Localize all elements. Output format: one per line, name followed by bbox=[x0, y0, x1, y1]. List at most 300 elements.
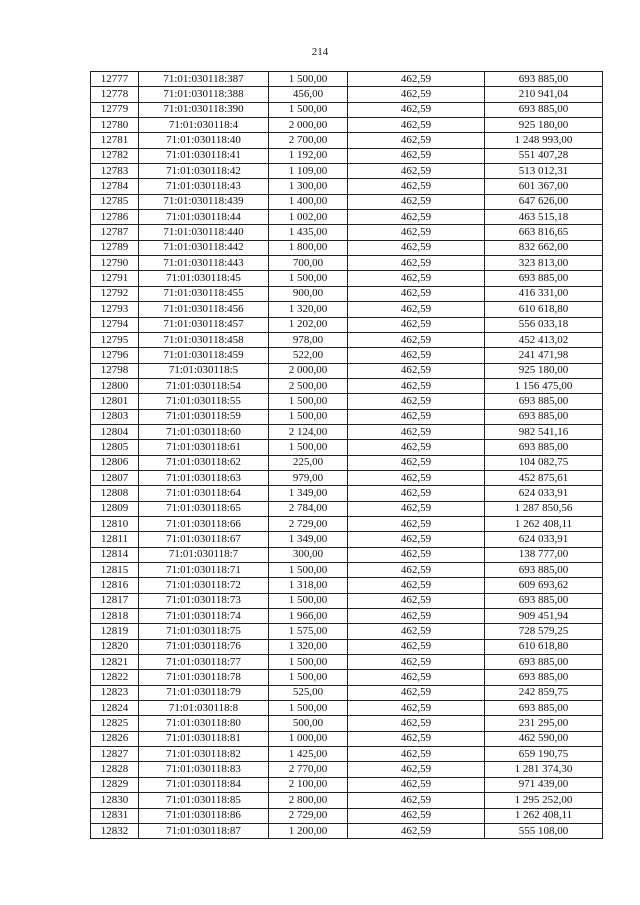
table-row bbox=[91, 808, 603, 823]
area-cell: 1 575,00 bbox=[269, 624, 348, 639]
area-cell: 2 000,00 bbox=[269, 118, 348, 133]
area-cell: 1 500,00 bbox=[269, 102, 348, 117]
unit-value-cell: 462,59 bbox=[348, 72, 485, 87]
table-row bbox=[91, 516, 603, 531]
unit-value-cell: 462,59 bbox=[348, 179, 485, 194]
table-row bbox=[91, 563, 603, 578]
cadastral-value-cell: 1 262 408,11 bbox=[485, 516, 603, 531]
row-number-cell: 12783 bbox=[91, 164, 139, 179]
row-number-cell: 12779 bbox=[91, 102, 139, 117]
cadastral-value-cell: 610 618,80 bbox=[485, 639, 603, 654]
cadastral-number-cell: 71:01:030118:8 bbox=[139, 701, 269, 716]
area-cell: 900,00 bbox=[269, 286, 348, 301]
area-cell: 1 500,00 bbox=[269, 440, 348, 455]
cadastral-value-cell: 231 295,00 bbox=[485, 716, 603, 731]
unit-value-cell: 462,59 bbox=[348, 286, 485, 301]
cadastral-value-cell: 693 885,00 bbox=[485, 271, 603, 286]
unit-value-cell: 462,59 bbox=[348, 87, 485, 102]
cadastral-value-cell: 728 579,25 bbox=[485, 624, 603, 639]
area-cell: 2 000,00 bbox=[269, 363, 348, 378]
row-number-cell: 12791 bbox=[91, 271, 139, 286]
table-row bbox=[91, 762, 603, 777]
table-row bbox=[91, 164, 603, 179]
cadastral-number-cell: 71:01:030118:62 bbox=[139, 455, 269, 470]
row-number-cell: 12810 bbox=[91, 516, 139, 531]
row-number-cell: 12777 bbox=[91, 72, 139, 87]
cadastral-value-cell: 693 885,00 bbox=[485, 701, 603, 716]
area-cell: 1 500,00 bbox=[269, 409, 348, 424]
row-number-cell: 12805 bbox=[91, 440, 139, 455]
cadastral-value-cell: 1 156 475,00 bbox=[485, 378, 603, 393]
table-row bbox=[91, 332, 603, 347]
area-cell: 1 349,00 bbox=[269, 532, 348, 547]
row-number-cell: 12795 bbox=[91, 332, 139, 347]
area-cell: 1 500,00 bbox=[269, 563, 348, 578]
row-number-cell: 12785 bbox=[91, 194, 139, 209]
row-number-cell: 12787 bbox=[91, 225, 139, 240]
unit-value-cell: 462,59 bbox=[348, 747, 485, 762]
cadastral-number-cell: 71:01:030118:64 bbox=[139, 486, 269, 501]
table-row bbox=[91, 72, 603, 87]
area-cell: 2 784,00 bbox=[269, 501, 348, 516]
table-row bbox=[91, 440, 603, 455]
area-cell: 1 500,00 bbox=[269, 701, 348, 716]
row-number-cell: 12807 bbox=[91, 470, 139, 485]
unit-value-cell: 462,59 bbox=[348, 624, 485, 639]
table-row bbox=[91, 256, 603, 271]
area-cell: 1 500,00 bbox=[269, 271, 348, 286]
cadastral-number-cell: 71:01:030118:82 bbox=[139, 747, 269, 762]
row-number-cell: 12828 bbox=[91, 762, 139, 777]
area-cell: 2 124,00 bbox=[269, 424, 348, 439]
cadastral-value-cell: 1 248 993,00 bbox=[485, 133, 603, 148]
row-number-cell: 12830 bbox=[91, 793, 139, 808]
unit-value-cell: 462,59 bbox=[348, 394, 485, 409]
cadastral-number-cell: 71:01:030118:67 bbox=[139, 532, 269, 547]
cadastral-value-cell: 1 262 408,11 bbox=[485, 808, 603, 823]
cadastral-number-cell: 71:01:030118:41 bbox=[139, 148, 269, 163]
table-row bbox=[91, 670, 603, 685]
table-row bbox=[91, 225, 603, 240]
area-cell: 500,00 bbox=[269, 716, 348, 731]
unit-value-cell: 462,59 bbox=[348, 716, 485, 731]
cadastral-number-cell: 71:01:030118:459 bbox=[139, 348, 269, 363]
table-row bbox=[91, 317, 603, 332]
table-body bbox=[91, 72, 603, 839]
cadastral-value-cell: 693 885,00 bbox=[485, 409, 603, 424]
row-number-cell: 12794 bbox=[91, 317, 139, 332]
table-row bbox=[91, 624, 603, 639]
area-cell: 1 300,00 bbox=[269, 179, 348, 194]
cadastral-value-cell: 925 180,00 bbox=[485, 363, 603, 378]
unit-value-cell: 462,59 bbox=[348, 348, 485, 363]
cadastral-value-cell: 556 033,18 bbox=[485, 317, 603, 332]
cadastral-number-cell: 71:01:030118:87 bbox=[139, 823, 269, 838]
cadastral-number-cell: 71:01:030118:73 bbox=[139, 593, 269, 608]
area-cell: 1 435,00 bbox=[269, 225, 348, 240]
area-cell: 1 349,00 bbox=[269, 486, 348, 501]
row-number-cell: 12803 bbox=[91, 409, 139, 424]
row-number-cell: 12811 bbox=[91, 532, 139, 547]
unit-value-cell: 462,59 bbox=[348, 256, 485, 271]
cadastral-number-cell: 71:01:030118:65 bbox=[139, 501, 269, 516]
cadastral-number-cell: 71:01:030118:442 bbox=[139, 240, 269, 255]
cadastral-value-cell: 242 859,75 bbox=[485, 685, 603, 700]
unit-value-cell: 462,59 bbox=[348, 102, 485, 117]
cadastral-number-cell: 71:01:030118:71 bbox=[139, 563, 269, 578]
table-row bbox=[91, 578, 603, 593]
unit-value-cell: 462,59 bbox=[348, 133, 485, 148]
cadastral-value-cell: 659 190,75 bbox=[485, 747, 603, 762]
cadastral-number-cell: 71:01:030118:54 bbox=[139, 378, 269, 393]
cadastral-number-cell: 71:01:030118:59 bbox=[139, 409, 269, 424]
table-row bbox=[91, 409, 603, 424]
cadastral-value-cell: 693 885,00 bbox=[485, 655, 603, 670]
cadastral-value-cell: 925 180,00 bbox=[485, 118, 603, 133]
row-number-cell: 12804 bbox=[91, 424, 139, 439]
unit-value-cell: 462,59 bbox=[348, 823, 485, 838]
area-cell: 2 700,00 bbox=[269, 133, 348, 148]
area-cell: 2 729,00 bbox=[269, 808, 348, 823]
row-number-cell: 12809 bbox=[91, 501, 139, 516]
area-cell: 2 500,00 bbox=[269, 378, 348, 393]
table-row bbox=[91, 501, 603, 516]
cadastral-number-cell: 71:01:030118:79 bbox=[139, 685, 269, 700]
unit-value-cell: 462,59 bbox=[348, 808, 485, 823]
table-row bbox=[91, 486, 603, 501]
unit-value-cell: 462,59 bbox=[348, 409, 485, 424]
row-number-cell: 12819 bbox=[91, 624, 139, 639]
row-number-cell: 12817 bbox=[91, 593, 139, 608]
cadastral-value-cell: 555 108,00 bbox=[485, 823, 603, 838]
cadastral-value-cell: 1 295 252,00 bbox=[485, 793, 603, 808]
row-number-cell: 12827 bbox=[91, 747, 139, 762]
area-cell: 1 192,00 bbox=[269, 148, 348, 163]
cadastral-number-cell: 71:01:030118:457 bbox=[139, 317, 269, 332]
cadastral-value-cell: 1 287 850,56 bbox=[485, 501, 603, 516]
area-cell: 1 320,00 bbox=[269, 639, 348, 654]
cadastral-value-cell: 463 515,18 bbox=[485, 210, 603, 225]
row-number-cell: 12816 bbox=[91, 578, 139, 593]
row-number-cell: 12824 bbox=[91, 701, 139, 716]
table-row bbox=[91, 747, 603, 762]
cadastral-number-cell: 71:01:030118:76 bbox=[139, 639, 269, 654]
row-number-cell: 12806 bbox=[91, 455, 139, 470]
cadastral-value-cell: 1 281 374,30 bbox=[485, 762, 603, 777]
area-cell: 1 500,00 bbox=[269, 670, 348, 685]
area-cell: 1 500,00 bbox=[269, 72, 348, 87]
table-row bbox=[91, 271, 603, 286]
unit-value-cell: 462,59 bbox=[348, 762, 485, 777]
cadastral-value-table bbox=[90, 71, 603, 839]
unit-value-cell: 462,59 bbox=[348, 655, 485, 670]
unit-value-cell: 462,59 bbox=[348, 470, 485, 485]
area-cell: 1 002,00 bbox=[269, 210, 348, 225]
table-row bbox=[91, 593, 603, 608]
cadastral-number-cell: 71:01:030118:42 bbox=[139, 164, 269, 179]
cadastral-number-cell: 71:01:030118:86 bbox=[139, 808, 269, 823]
cadastral-number-cell: 71:01:030118:7 bbox=[139, 547, 269, 562]
unit-value-cell: 462,59 bbox=[348, 639, 485, 654]
table-row bbox=[91, 639, 603, 654]
table-row bbox=[91, 823, 603, 838]
cadastral-number-cell: 71:01:030118:83 bbox=[139, 762, 269, 777]
cadastral-number-cell: 71:01:030118:4 bbox=[139, 118, 269, 133]
cadastral-value-cell: 624 033,91 bbox=[485, 532, 603, 547]
table-row bbox=[91, 286, 603, 301]
row-number-cell: 12780 bbox=[91, 118, 139, 133]
table-row bbox=[91, 363, 603, 378]
area-cell: 2 800,00 bbox=[269, 793, 348, 808]
unit-value-cell: 462,59 bbox=[348, 164, 485, 179]
row-number-cell: 12796 bbox=[91, 348, 139, 363]
cadastral-value-cell: 647 626,00 bbox=[485, 194, 603, 209]
area-cell: 979,00 bbox=[269, 470, 348, 485]
unit-value-cell: 462,59 bbox=[348, 793, 485, 808]
unit-value-cell: 462,59 bbox=[348, 194, 485, 209]
table-row bbox=[91, 793, 603, 808]
cadastral-number-cell: 71:01:030118:456 bbox=[139, 302, 269, 317]
cadastral-value-cell: 210 941,04 bbox=[485, 87, 603, 102]
table-row bbox=[91, 87, 603, 102]
area-cell: 225,00 bbox=[269, 455, 348, 470]
unit-value-cell: 462,59 bbox=[348, 210, 485, 225]
area-cell: 1 200,00 bbox=[269, 823, 348, 838]
cadastral-value-cell: 104 082,75 bbox=[485, 455, 603, 470]
unit-value-cell: 462,59 bbox=[348, 363, 485, 378]
area-cell: 978,00 bbox=[269, 332, 348, 347]
unit-value-cell: 462,59 bbox=[348, 317, 485, 332]
cadastral-number-cell: 71:01:030118:78 bbox=[139, 670, 269, 685]
unit-value-cell: 462,59 bbox=[348, 302, 485, 317]
cadastral-number-cell: 71:01:030118:66 bbox=[139, 516, 269, 531]
row-number-cell: 12792 bbox=[91, 286, 139, 301]
row-number-cell: 12789 bbox=[91, 240, 139, 255]
cadastral-number-cell: 71:01:030118:75 bbox=[139, 624, 269, 639]
area-cell: 1 500,00 bbox=[269, 655, 348, 670]
area-cell: 522,00 bbox=[269, 348, 348, 363]
cadastral-value-cell: 693 885,00 bbox=[485, 563, 603, 578]
table-row bbox=[91, 102, 603, 117]
table-row bbox=[91, 194, 603, 209]
unit-value-cell: 462,59 bbox=[348, 547, 485, 562]
row-number-cell: 12808 bbox=[91, 486, 139, 501]
cadastral-value-cell: 693 885,00 bbox=[485, 394, 603, 409]
unit-value-cell: 462,59 bbox=[348, 593, 485, 608]
row-number-cell: 12801 bbox=[91, 394, 139, 409]
unit-value-cell: 462,59 bbox=[348, 701, 485, 716]
area-cell: 456,00 bbox=[269, 87, 348, 102]
unit-value-cell: 462,59 bbox=[348, 670, 485, 685]
row-number-cell: 12781 bbox=[91, 133, 139, 148]
area-cell: 1 400,00 bbox=[269, 194, 348, 209]
area-cell: 1 202,00 bbox=[269, 317, 348, 332]
cadastral-number-cell: 71:01:030118:63 bbox=[139, 470, 269, 485]
row-number-cell: 12826 bbox=[91, 731, 139, 746]
cadastral-value-cell: 624 033,91 bbox=[485, 486, 603, 501]
table-row bbox=[91, 210, 603, 225]
page-number: 214 bbox=[311, 46, 329, 58]
cadastral-value-cell: 138 777,00 bbox=[485, 547, 603, 562]
cadastral-number-cell: 71:01:030118:60 bbox=[139, 424, 269, 439]
row-number-cell: 12832 bbox=[91, 823, 139, 838]
row-number-cell: 12778 bbox=[91, 87, 139, 102]
cadastral-number-cell: 71:01:030118:84 bbox=[139, 777, 269, 792]
cadastral-number-cell: 71:01:030118:43 bbox=[139, 179, 269, 194]
cadastral-number-cell: 71:01:030118:455 bbox=[139, 286, 269, 301]
row-number-cell: 12831 bbox=[91, 808, 139, 823]
unit-value-cell: 462,59 bbox=[348, 578, 485, 593]
unit-value-cell: 462,59 bbox=[348, 777, 485, 792]
table-row bbox=[91, 731, 603, 746]
table-row bbox=[91, 655, 603, 670]
table-row bbox=[91, 302, 603, 317]
row-number-cell: 12825 bbox=[91, 716, 139, 731]
table-row bbox=[91, 455, 603, 470]
area-cell: 700,00 bbox=[269, 256, 348, 271]
area-cell: 1 966,00 bbox=[269, 609, 348, 624]
area-cell: 1 425,00 bbox=[269, 747, 348, 762]
cadastral-number-cell: 71:01:030118:72 bbox=[139, 578, 269, 593]
unit-value-cell: 462,59 bbox=[348, 532, 485, 547]
unit-value-cell: 462,59 bbox=[348, 455, 485, 470]
cadastral-value-cell: 693 885,00 bbox=[485, 593, 603, 608]
table-row bbox=[91, 609, 603, 624]
cadastral-number-cell: 71:01:030118:77 bbox=[139, 655, 269, 670]
unit-value-cell: 462,59 bbox=[348, 501, 485, 516]
unit-value-cell: 462,59 bbox=[348, 440, 485, 455]
unit-value-cell: 462,59 bbox=[348, 118, 485, 133]
cadastral-number-cell: 71:01:030118:458 bbox=[139, 332, 269, 347]
table-row bbox=[91, 685, 603, 700]
area-cell: 1 500,00 bbox=[269, 593, 348, 608]
cadastral-number-cell: 71:01:030118:440 bbox=[139, 225, 269, 240]
row-number-cell: 12822 bbox=[91, 670, 139, 685]
unit-value-cell: 462,59 bbox=[348, 516, 485, 531]
cadastral-number-cell: 71:01:030118:61 bbox=[139, 440, 269, 455]
cadastral-value-cell: 551 407,28 bbox=[485, 148, 603, 163]
cadastral-number-cell: 71:01:030118:387 bbox=[139, 72, 269, 87]
unit-value-cell: 462,59 bbox=[348, 731, 485, 746]
row-number-cell: 12800 bbox=[91, 378, 139, 393]
row-number-cell: 12786 bbox=[91, 210, 139, 225]
cadastral-number-cell: 71:01:030118:44 bbox=[139, 210, 269, 225]
table-row bbox=[91, 179, 603, 194]
row-number-cell: 12823 bbox=[91, 685, 139, 700]
area-cell: 1 318,00 bbox=[269, 578, 348, 593]
cadastral-value-cell: 693 885,00 bbox=[485, 670, 603, 685]
row-number-cell: 12818 bbox=[91, 609, 139, 624]
row-number-cell: 12815 bbox=[91, 563, 139, 578]
cadastral-number-cell: 71:01:030118:5 bbox=[139, 363, 269, 378]
row-number-cell: 12820 bbox=[91, 639, 139, 654]
unit-value-cell: 462,59 bbox=[348, 225, 485, 240]
table-row bbox=[91, 348, 603, 363]
cadastral-value-cell: 693 885,00 bbox=[485, 72, 603, 87]
table-row bbox=[91, 777, 603, 792]
row-number-cell: 12793 bbox=[91, 302, 139, 317]
row-number-cell: 12784 bbox=[91, 179, 139, 194]
cadastral-value-cell: 323 813,00 bbox=[485, 256, 603, 271]
cadastral-value-cell: 513 012,31 bbox=[485, 164, 603, 179]
table-row bbox=[91, 424, 603, 439]
cadastral-number-cell: 71:01:030118:40 bbox=[139, 133, 269, 148]
row-number-cell: 12814 bbox=[91, 547, 139, 562]
table-row bbox=[91, 470, 603, 485]
cadastral-number-cell: 71:01:030118:388 bbox=[139, 87, 269, 102]
row-number-cell: 12798 bbox=[91, 363, 139, 378]
cadastral-value-cell: 416 331,00 bbox=[485, 286, 603, 301]
table-row bbox=[91, 701, 603, 716]
area-cell: 1 109,00 bbox=[269, 164, 348, 179]
cadastral-value-cell: 693 885,00 bbox=[485, 102, 603, 117]
cadastral-number-cell: 71:01:030118:74 bbox=[139, 609, 269, 624]
unit-value-cell: 462,59 bbox=[348, 148, 485, 163]
table-row bbox=[91, 378, 603, 393]
area-cell: 1 000,00 bbox=[269, 731, 348, 746]
area-cell: 1 320,00 bbox=[269, 302, 348, 317]
table-row bbox=[91, 148, 603, 163]
area-cell: 2 729,00 bbox=[269, 516, 348, 531]
cadastral-value-cell: 909 451,94 bbox=[485, 609, 603, 624]
cadastral-number-cell: 71:01:030118:80 bbox=[139, 716, 269, 731]
row-number-cell: 12829 bbox=[91, 777, 139, 792]
cadastral-value-cell: 610 618,80 bbox=[485, 302, 603, 317]
row-number-cell: 12790 bbox=[91, 256, 139, 271]
unit-value-cell: 462,59 bbox=[348, 271, 485, 286]
cadastral-value-cell: 971 439,00 bbox=[485, 777, 603, 792]
cadastral-value-cell: 982 541,16 bbox=[485, 424, 603, 439]
area-cell: 300,00 bbox=[269, 547, 348, 562]
area-cell: 2 770,00 bbox=[269, 762, 348, 777]
cadastral-number-cell: 71:01:030118:45 bbox=[139, 271, 269, 286]
table-row bbox=[91, 394, 603, 409]
cadastral-number-cell: 71:01:030118:81 bbox=[139, 731, 269, 746]
cadastral-value-cell: 241 471,98 bbox=[485, 348, 603, 363]
cadastral-value-cell: 693 885,00 bbox=[485, 440, 603, 455]
unit-value-cell: 462,59 bbox=[348, 332, 485, 347]
row-number-cell: 12821 bbox=[91, 655, 139, 670]
table-row bbox=[91, 240, 603, 255]
table-row bbox=[91, 532, 603, 547]
area-cell: 1 500,00 bbox=[269, 394, 348, 409]
table-row bbox=[91, 547, 603, 562]
cadastral-value-cell: 832 662,00 bbox=[485, 240, 603, 255]
cadastral-number-cell: 71:01:030118:85 bbox=[139, 793, 269, 808]
cadastral-value-cell: 452 413,02 bbox=[485, 332, 603, 347]
cadastral-value-cell: 601 367,00 bbox=[485, 179, 603, 194]
unit-value-cell: 462,59 bbox=[348, 378, 485, 393]
table-row bbox=[91, 716, 603, 731]
cadastral-number-cell: 71:01:030118:443 bbox=[139, 256, 269, 271]
unit-value-cell: 462,59 bbox=[348, 685, 485, 700]
area-cell: 2 100,00 bbox=[269, 777, 348, 792]
unit-value-cell: 462,59 bbox=[348, 563, 485, 578]
cadastral-value-cell: 452 875,61 bbox=[485, 470, 603, 485]
cadastral-number-cell: 71:01:030118:390 bbox=[139, 102, 269, 117]
area-cell: 1 800,00 bbox=[269, 240, 348, 255]
row-number-cell: 12782 bbox=[91, 148, 139, 163]
table-row bbox=[91, 133, 603, 148]
unit-value-cell: 462,59 bbox=[348, 424, 485, 439]
cadastral-number-cell: 71:01:030118:55 bbox=[139, 394, 269, 409]
cadastral-value-cell: 663 816,65 bbox=[485, 225, 603, 240]
cadastral-value-cell: 462 590,00 bbox=[485, 731, 603, 746]
area-cell: 525,00 bbox=[269, 685, 348, 700]
cadastral-value-cell: 609 693,62 bbox=[485, 578, 603, 593]
cadastral-number-cell: 71:01:030118:439 bbox=[139, 194, 269, 209]
table-row bbox=[91, 118, 603, 133]
